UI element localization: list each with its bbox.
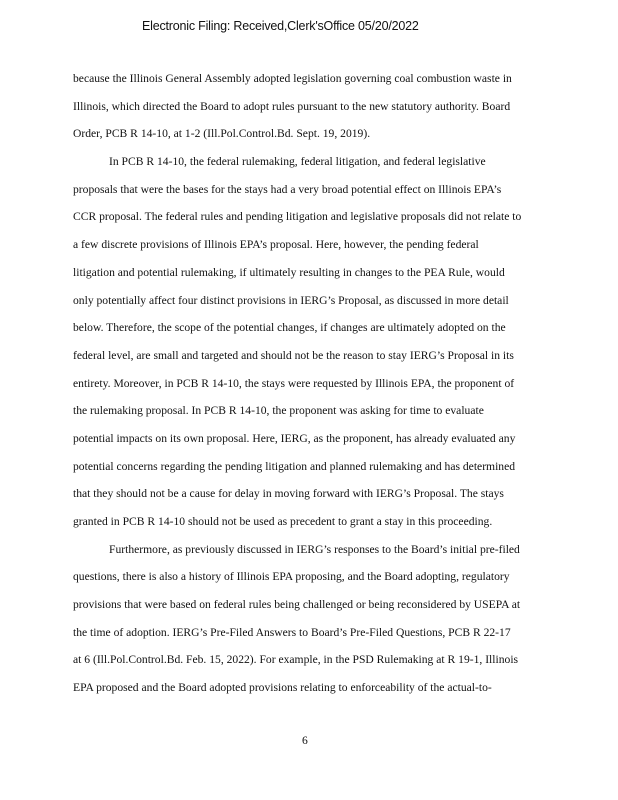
text-line: potential impacts on its own proposal. Here, IERG, as the proponent, has already evaluated any: [73, 431, 516, 445]
text-line: the time of adoption. IERG’s Pre-Filed Answers to Board’s Pre-Filed Questions, PCB R 22-17: [73, 625, 511, 639]
text-line: provisions that were based on federal rules being challenged or being reconsidered by USEPA at: [73, 598, 521, 612]
paragraph-start-line: Furthermore, as previously discussed in IERG’s responses to the Board’s initial pre-filed: [109, 542, 520, 556]
text-line: granted in PCB R 14-10 should not be used as precedent to grant a stay in this proceeding.: [73, 515, 493, 528]
document-body: [73, 72, 553, 709]
text-line: entirety. Moreover, in PCB R 14-10, the stays were requested by Illinois EPA, the proponent of: [73, 376, 515, 390]
text-line: EPA proposed and the Board adopted provisions relating to enforceability of the actual-to-: [73, 681, 492, 695]
text-line: litigation and potential rulemaking, if ultimately resulting in changes to the PEA Rule, would: [73, 265, 505, 279]
text-line: at 6 (Ill.Pol.Control.Bd. Feb. 15, 2022). For example, in the PSD Rulemaking at R 19-1, Illinois: [73, 653, 519, 667]
text-line: only potentially affect four distinct provisions in IERG’s Proposal, as discussed in more detail: [73, 293, 509, 307]
text-line: a few discrete provisions of Illinois EPA’s proposal. Here, however, the pending federal: [73, 238, 479, 252]
page-number: 6: [302, 734, 308, 747]
text-line: federal level, are small and targeted and should not be the reason to stay IERG’s Proposal in its: [73, 348, 514, 362]
filing-header: Electronic Filing: Received,Clerk'sOffice 05/20/2022: [142, 19, 419, 33]
text-line: below. Therefore, the scope of the potential changes, if changes are ultimately adopted on the: [73, 321, 506, 335]
text-line: proposals that were the bases for the stays had a very broad potential effect on Illinois EPA’s: [73, 182, 502, 196]
text-line: that they should not be a cause for delay in moving forward with IERG’s Proposal. The stays: [73, 487, 504, 501]
text-line: Order, PCB R 14-10, at 1-2 (Ill.Pol.Control.Bd. Sept. 19, 2019).: [73, 127, 371, 141]
paragraph-start-line: In PCB R 14-10, the federal rulemaking, federal litigation, and federal legislative: [109, 155, 486, 169]
text-line: Illinois, which directed the Board to adopt rules pursuant to the new statutory authority. Board: [73, 99, 511, 113]
text-line: potential concerns regarding the pending litigation and planned rulemaking and has determined: [73, 459, 516, 473]
text-line: questions, there is also a history of Illinois EPA proposing, and the Board adopting, regulatory: [73, 570, 510, 584]
text-line: CCR proposal. The federal rules and pending litigation and legislative proposals did not relate to: [73, 210, 522, 224]
text-line: the rulemaking proposal. In PCB R 14-10, the proponent was asking for time to evaluate: [73, 404, 484, 418]
text-line: because the Illinois General Assembly adopted legislation governing coal combustion waste in: [73, 72, 512, 85]
